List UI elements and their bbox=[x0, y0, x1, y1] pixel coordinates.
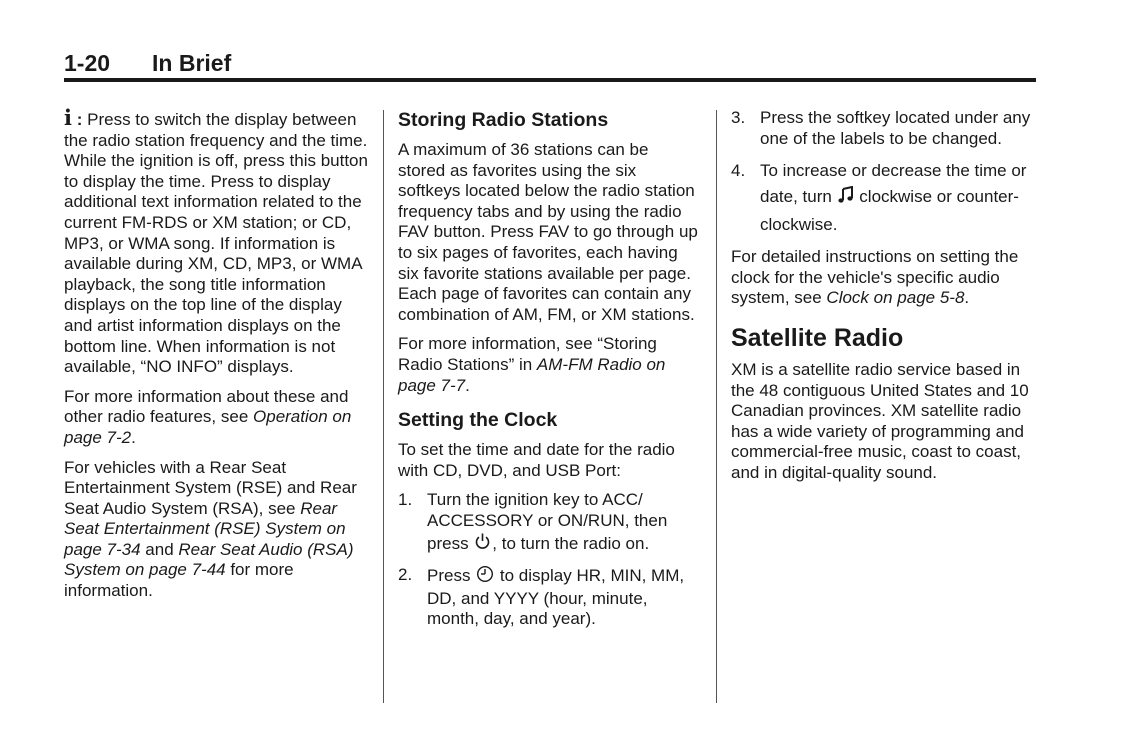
step-number: 3. bbox=[731, 108, 746, 127]
list-item bbox=[398, 490, 700, 556]
step-number: 2. bbox=[398, 565, 413, 585]
step-text: Turn the ignition key to ACC/ ACCESSORY or ON/RUN, then press bbox=[427, 490, 668, 553]
section-title: In Brief bbox=[152, 50, 232, 76]
step-text: to display HR, MIN, MM, DD, and YYYY (hour, minute, month, day, and year). bbox=[427, 566, 685, 629]
punctuation: . bbox=[964, 288, 970, 308]
info-button-paragraph bbox=[64, 105, 372, 378]
step-text: , to turn the radio on. bbox=[492, 533, 650, 553]
info-icon: i bbox=[64, 105, 72, 130]
column-left bbox=[64, 105, 372, 611]
clock-steps-continued-list bbox=[731, 108, 1036, 238]
cross-reference: Rear Seat Audio (RSA) System on page 7-44 bbox=[64, 539, 354, 580]
step-text: Press bbox=[427, 566, 476, 586]
step-text: To increase or decrease the time or date, turn bbox=[760, 161, 1027, 207]
cross-reference: Clock on page 5-8 bbox=[826, 288, 965, 308]
paragraph-text: For more information, see “Storing Radio Stations” in bbox=[398, 334, 657, 374]
list-item bbox=[398, 565, 700, 630]
heading-satellite-radio: Satellite Radio bbox=[731, 323, 904, 352]
column-divider bbox=[716, 110, 717, 703]
column-divider bbox=[383, 110, 384, 703]
header-divider bbox=[64, 78, 1036, 82]
clock-intro-paragraph: To set the time and date for the radio with CD, DVD, and USB Port: bbox=[398, 440, 675, 480]
paragraph-text: For more information about these and other radio features, see bbox=[64, 386, 349, 427]
cross-reference: AM-FM Radio on page 7-7 bbox=[398, 354, 666, 395]
cross-reference: Rear Seat Entertainment (RSE) System on page 7-34 bbox=[64, 498, 346, 559]
paragraph-text: For vehicles with a Rear Seat Entertainment System (RSE) and Rear Seat Audio System (RSA), see bbox=[64, 457, 357, 518]
step-number: 1. bbox=[398, 490, 413, 510]
paragraph-text: Press to switch the display between the radio station frequency and the time. While the ignition is off, press this button to display the time. Press to display additional text information related to the current FM-RDS or XM station; or CD, MP3, or WMA song. If information is available during XM, CD, MP3, or WMA playback, the song title information displays on the top line of the display and artist information displays on the bottom line. When information is not available, “NO INFO” displays. bbox=[64, 110, 368, 377]
storing-reference-paragraph bbox=[398, 334, 700, 396]
punctuation: . bbox=[465, 375, 470, 395]
page-number: 1-20 bbox=[64, 50, 111, 76]
paragraph-text: for more information. bbox=[64, 560, 294, 601]
column-middle bbox=[398, 108, 700, 639]
clock-steps-list bbox=[398, 490, 700, 630]
paragraph-text: For detailed instructions on setting the clock for the vehicle's specific audio system, see bbox=[731, 247, 1019, 308]
punctuation: . bbox=[131, 427, 136, 447]
step-text: clockwise or counter-clockwise. bbox=[760, 187, 1019, 235]
cross-reference: Operation on page 7-2 bbox=[64, 407, 352, 447]
list-item bbox=[731, 108, 1036, 149]
column-right bbox=[731, 108, 1036, 493]
music-note-icon bbox=[838, 186, 854, 212]
info-colon: : bbox=[76, 110, 83, 129]
operation-reference-paragraph bbox=[64, 387, 372, 449]
heading-storing-radio-stations: Storing Radio Stations bbox=[398, 109, 609, 131]
power-icon bbox=[474, 532, 491, 557]
satellite-radio-paragraph: XM is a satellite radio service based in the 48 contiguous United States and 10 Canadian provinces. XM satellite radio has a wide variety of programming and commercial-free music, coast to coast, and in digital-quality sound. bbox=[731, 359, 1029, 482]
clock-icon bbox=[476, 565, 494, 589]
heading-setting-the-clock: Setting the Clock bbox=[398, 409, 558, 432]
favorites-paragraph: A maximum of 36 stations can be stored as favorites using the six softkeys located below the radio station frequency tabs and by using the radio FAV button. Press FAV to go through up to six pages of favorites, each having six favorite stations available per page. Each page of favorites can contain any combination of AM, FM, or XM stations. bbox=[398, 140, 698, 324]
step-text: Press the softkey located under any one of the labels to be changed. bbox=[760, 108, 1031, 148]
rse-reference-paragraph bbox=[64, 458, 372, 602]
list-item bbox=[731, 158, 1036, 238]
clock-reference-paragraph bbox=[731, 247, 1036, 309]
step-number: 4. bbox=[731, 161, 746, 181]
page-header bbox=[64, 48, 1036, 78]
paragraph-text: and bbox=[140, 539, 179, 559]
